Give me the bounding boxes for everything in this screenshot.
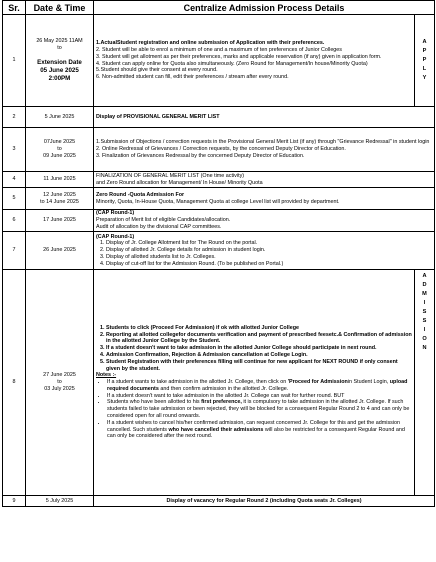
detail-line: 3. Finalization of Grievances Redressal by the concerned Deputy Director of Education. <box>96 152 305 159</box>
detail-line: 5.Student should give their consent at every round. <box>96 67 218 74</box>
note-text: in Student Login, <box>347 379 390 386</box>
note-text: and then confirm admission in the allotted Jr. College. <box>158 385 289 392</box>
note-item <box>107 379 412 393</box>
details-cell <box>94 232 435 270</box>
table-row <box>3 128 435 172</box>
vertical-letter: A <box>422 273 427 279</box>
admission-schedule-table <box>2 0 435 507</box>
list-item: 1. Display of Jr. College Allotment list for The Round on the portal. <box>106 240 432 247</box>
details-cell <box>94 270 415 496</box>
vertical-letter: I <box>423 327 426 333</box>
details-cell <box>94 172 435 188</box>
details-cell <box>94 128 435 172</box>
table-row <box>3 172 435 188</box>
date-line: 05 June 2025 <box>40 67 79 74</box>
list-item: 1. Students to click (Proceed For Admission) if ok with allotted Junior College <box>106 325 412 332</box>
header-date-time: Date & Time <box>26 1 94 15</box>
list-item: 3. Display of allotted students list to Jr. Colleges. <box>106 254 432 261</box>
date-line: 07June 2025 <box>43 139 76 145</box>
sr-cell: 4 <box>3 172 26 188</box>
vertical-letter: I <box>423 300 426 306</box>
detail-title: (CAP Round-1) <box>96 210 135 217</box>
list-item: 5. Student Registration with their preferences filling will continue for new applicant for NEXT ROUND if only consent given by the student. <box>106 359 412 373</box>
apply-vertical-label <box>415 15 435 107</box>
list-item: 3. If a student doesn't want to take admission in the allotted Junior College should participate in next round. <box>106 345 412 352</box>
sr-cell: 5 <box>3 188 26 210</box>
date-line: 09 June 2025 <box>43 153 76 159</box>
table-row <box>3 15 435 107</box>
date-cell <box>26 270 94 496</box>
list-item: 2. Display of allotted Jr. College details for admission in student login. <box>106 247 432 254</box>
header-sr: Sr. <box>3 1 26 15</box>
vertical-letter: L <box>422 66 427 72</box>
note-text: Students who have been allotted to his <box>107 399 202 406</box>
note-bold: 'Proceed for Admission <box>287 379 348 386</box>
list-item: 4. Display of cut-off list for the Admission Round. (To be published on Portal.) <box>106 261 432 268</box>
date-line: 26 May 2025 11AM <box>36 38 83 44</box>
note-item <box>107 420 412 440</box>
detail-line: 3. Student will get allotment as per their preferences, marks and applicable reservation (if any) given in application form. <box>96 53 382 60</box>
sr-cell: 8 <box>3 270 26 496</box>
date-line: to <box>57 379 62 385</box>
detail-line: Preparation of Merit list of eligible Candidates/allocation. <box>96 217 231 224</box>
date-cell: 5 July 2025 <box>26 496 94 507</box>
sr-cell: 9 <box>3 496 26 507</box>
vertical-letter: A <box>422 39 427 45</box>
date-line: 2:00PM <box>48 75 71 82</box>
vertical-letter: S <box>422 318 427 324</box>
sr-cell: 3 <box>3 128 26 172</box>
details-cell <box>94 210 435 232</box>
sr-cell: 2 <box>3 107 26 128</box>
vertical-letter: M <box>422 291 427 297</box>
sr-cell: 6 <box>3 210 26 232</box>
detail-line: Minority, Quota, In-House Quota, Management Quota at college Level list will provided by department. <box>96 198 340 205</box>
vertical-letter: Y <box>422 75 427 81</box>
table-row <box>3 210 435 232</box>
details-cell <box>94 188 435 210</box>
note-bold: who have cancelled their admissions <box>168 426 264 433</box>
admission-vertical-label <box>415 270 435 496</box>
detail-line: 4. Student can apply online for Quota also simultaneously. (Zero Round for Management/In house/Minority Quota) <box>96 60 368 67</box>
detail-line: and Zero Round allocation for Management/ In House/ Minority Quota <box>96 179 263 186</box>
date-line: 03 July 2025 <box>44 386 75 392</box>
date-line: Extension Date <box>37 59 82 66</box>
detail-line: 1.ActualStudent registration and online submission of Application with their preferences. <box>96 40 325 47</box>
header-row <box>3 1 435 15</box>
note-text: will also be restricted for a consequent Regular Round and can only be considered after the next round. <box>107 426 405 440</box>
table-row <box>3 270 435 496</box>
vertical-letter: P <box>422 48 427 54</box>
date-line: 27 June 2025 <box>43 372 76 378</box>
note-bold: first preference, <box>201 399 242 406</box>
vertical-letter: S <box>422 309 427 315</box>
detail-line: 6. Non-admitted student can fill, edit their preferences / stream after every round. <box>96 74 289 81</box>
date-line: to 14 June 2025 <box>40 198 79 205</box>
note-item <box>107 399 412 419</box>
table-row <box>3 232 435 270</box>
date-line: 12 June 2025 <box>43 191 76 198</box>
date-cell <box>26 15 94 107</box>
date-line: to <box>57 146 62 152</box>
detail-line: 2. Student will be able to enrol a minimum of one and a maximum of ten preferences of Junior Colleges <box>96 46 343 53</box>
date-cell <box>26 188 94 210</box>
details-cell <box>94 15 415 107</box>
note-text: If a student wants to take admission in the allotted Jr. College, then click on <box>107 379 288 386</box>
table-row <box>3 188 435 210</box>
table-row <box>3 107 435 128</box>
table-row <box>3 496 435 507</box>
details-cell: Display of vacancy for Regular Round 2 (including Quota seats Jr. Colleges) <box>94 496 435 507</box>
detail-line: 1.Submission of Objections / correction requests in the Provisional General Merit List (if any) through "Grievance Redressal" in student login <box>96 139 430 146</box>
vertical-letter: P <box>422 57 427 63</box>
detail-line: FINALIZATION OF GENERAL MERIT LIST (One time activity) <box>96 172 245 179</box>
list-item: 4. Admission Confirmation, Rejection & Admission cancellation at College Login. <box>106 352 412 359</box>
date-cell: 26 June 2025 <box>26 232 94 270</box>
detail-line: Audit of allocation by the divisional CAP committees. <box>96 223 222 230</box>
note-text: If a student wishes to cancel his/her confirmed admission, can request concerned Jr. College for this and get the admission cancelled. Such students <box>107 419 401 433</box>
sr-cell: 1 <box>3 15 26 107</box>
detail-line: 2. Online Redressal of Grievances / Correction requests, by the concerned Deputy Director of Education. <box>96 146 346 153</box>
notes-label: Notes :- <box>96 372 117 379</box>
date-line: to <box>57 45 62 51</box>
details-cell: Display of PROVISIONAL GENERAL MERIT LIST <box>94 107 435 128</box>
date-cell: 17 June 2025 <box>26 210 94 232</box>
date-cell <box>26 128 94 172</box>
note-bold: upload required documents <box>107 379 408 392</box>
vertical-letter: O <box>422 336 427 342</box>
note-item: • If a student doesn't want to take admission in the allotted Jr. College can wait for further round. BUT <box>107 393 412 400</box>
date-cell: 5 June 2025 <box>26 107 94 128</box>
vertical-letter: N <box>422 345 427 351</box>
detail-title: (CAP Round-1) <box>96 233 135 240</box>
date-cell: 11 June 2025 <box>26 172 94 188</box>
note-text: it is compulsory to take admission in the allotted Jr. College. If such students failed to take admission or been rejected, they will be blocked for a consequent Regular Round 2 to 4 and can only be considered open for all round onwards. <box>107 399 410 420</box>
header-details: Centralize Admission Process Details <box>94 1 435 15</box>
list-item: 2. Reporting at allotted collegefor documents verification and payment of prescribed feesetc.& Confirmation of admission in the allotted Junior College by the Student. <box>106 332 412 346</box>
sr-cell: 7 <box>3 232 26 270</box>
vertical-letter: D <box>422 282 427 288</box>
detail-title: Zero Round -Quota Admission For <box>96 191 185 198</box>
